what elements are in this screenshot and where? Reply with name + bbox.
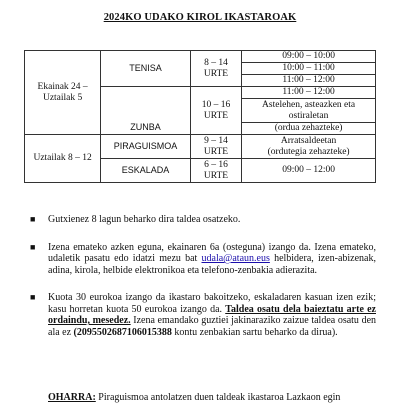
time-slot: 11:00 – 12:00	[242, 75, 376, 87]
account-number: (2095502687106015388	[73, 326, 172, 338]
slot-line: Arratsaldeetan	[280, 136, 337, 146]
ohar-label: OHARRA:	[48, 392, 96, 403]
sport-tenisa: TENISA	[101, 51, 191, 87]
time-slot: 09:00 – 12:00	[242, 159, 376, 183]
list-item	[24, 292, 376, 338]
age-unit: URTE	[203, 170, 229, 181]
table-row	[25, 135, 376, 159]
email-link[interactable]: udala@ataun.eus	[201, 253, 270, 264]
note-emphasis: Taldea osatu dela baieztatu arte ez ordaindu, mesedez.	[48, 303, 376, 326]
time-slot: 09:00 – 10:00	[242, 51, 376, 63]
age-range: 6 – 16	[204, 160, 228, 170]
period-line: Uztailak 5	[42, 92, 83, 103]
time-slot: 10:00 – 11:00	[242, 63, 376, 75]
note-text: helbidera, izen-abizenak, adina, kirola, helbide elektronikoa eta telefono-zenbakia adierazita.	[48, 253, 376, 276]
note-text: Gutxienez 8 lagun beharko dira taldea osatzeko.	[48, 214, 241, 225]
age-unit: URTE	[203, 146, 229, 157]
note-text: Izena emandako guztiei jakinaraziko zaizue taldea osatu den ala ez	[48, 315, 377, 338]
time-slot: 11:00 – 12:00	[242, 87, 376, 99]
age-zunba	[190, 87, 241, 135]
period-line: Ekainak 24 –	[37, 82, 88, 92]
note-text: Izena emateko azken eguna, ekainaren 6a (osteguna) izango da. Izena emateko, udaletik pasatu edo idatzi mezu bat	[48, 241, 376, 264]
period-cell: Uztailak 8 – 12	[25, 135, 101, 183]
time-note: (ordua zehazteke)	[242, 123, 376, 135]
age-range: 8 – 14	[204, 58, 228, 68]
ohar-text: Piraguismoa antolatzen duen taldeak ikastaroa Lazkaon egin	[95, 392, 341, 403]
schedule-table	[24, 50, 376, 183]
age-unit: URTE	[203, 68, 229, 79]
age-tenisa	[190, 51, 241, 87]
list-item	[24, 242, 376, 277]
note-text: Kuota 30 eurokoa izango da ikastaro bakoitzeko, eskaladaren kasuan izen ezik; kasu horretan kuota 50 eurokoa izango da.	[48, 292, 376, 315]
age-range: 9 – 14	[204, 136, 228, 146]
square-bullet-icon: ■	[30, 241, 36, 252]
ohar-note	[48, 392, 378, 403]
period-cell	[25, 51, 101, 135]
sport-piraguismoa: PIRAGUISMOA	[101, 135, 191, 159]
days-slot	[242, 99, 376, 123]
sport-eskalada: ESKALADA	[101, 159, 191, 183]
page-title: 2024KO UDAKO KIROL IKASTAROAK	[103, 12, 297, 23]
days-line: Astelehen, asteazken eta	[262, 100, 356, 110]
square-bullet-icon: ■	[30, 292, 36, 302]
square-bullet-icon: ■	[30, 214, 36, 224]
age-range: 10 – 16	[201, 100, 231, 110]
notes-list	[24, 214, 376, 338]
age-eskalada	[190, 159, 241, 183]
age-unit: URTE	[203, 110, 229, 121]
age-piraguismoa	[190, 135, 241, 159]
days-line: ostiraletan	[288, 110, 329, 121]
time-slot	[242, 135, 376, 159]
list-item	[24, 214, 376, 226]
note-text: kontu zenbakian sartu beharko da dirua).	[171, 326, 338, 338]
slot-line: (ordutegia zehazteke)	[267, 146, 350, 157]
table-row	[25, 51, 376, 63]
sport-zunba: ZUNBA	[101, 87, 191, 135]
